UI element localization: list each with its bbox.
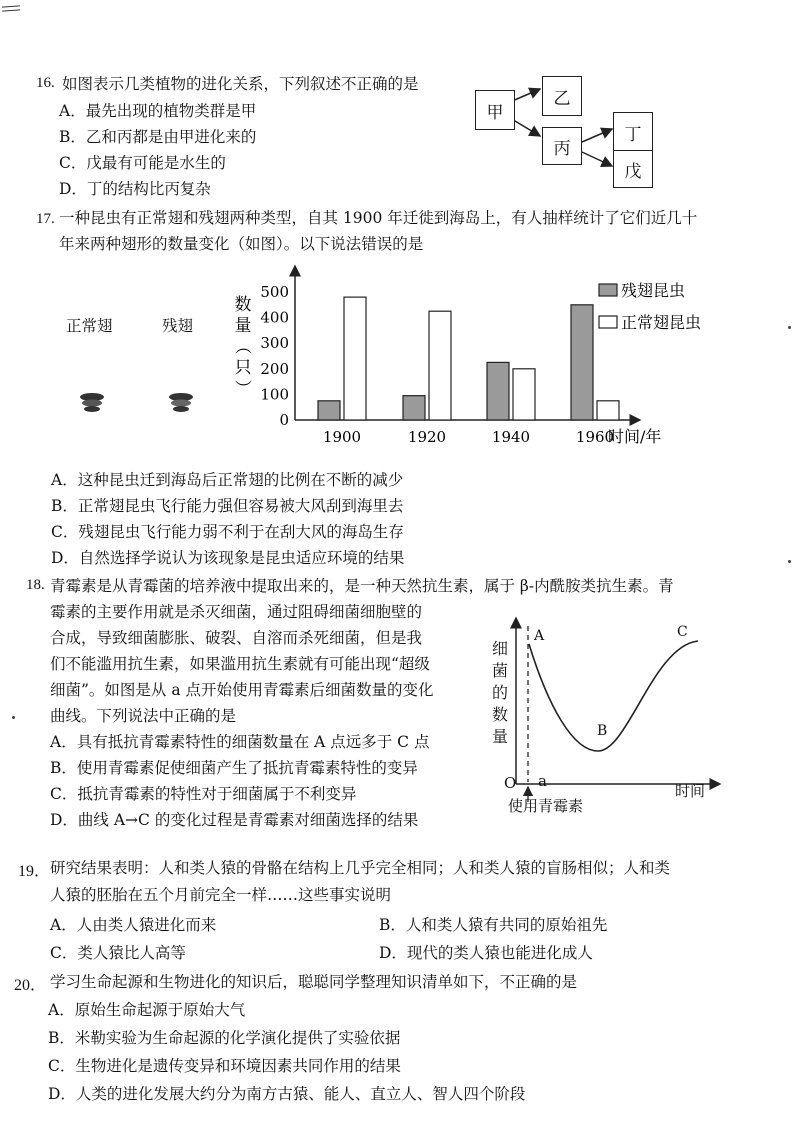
q17-option-b: B．正常翅昆虫飞行能力强但容易被大风刮到海里去 (51, 497, 404, 515)
x-axis-label: 时间 (675, 782, 706, 800)
q16-option-c: C．戊最有可能是水生的 (59, 154, 226, 172)
chart-y-tick-label: 300 (260, 334, 289, 353)
chart-y-label-char: ） (232, 379, 252, 397)
q17-option-c: C．残翅昆虫飞行能力弱不利于在刮大风的海岛生存 (51, 523, 404, 541)
q19-line1: 研究结果表明：人和类人猿的骨骼在结构上几乎完全相同；人和类人猿的盲肠相似；人和类 (50, 859, 671, 877)
q18-line-1: 青霉素是从青霉菌的培养液中提取出来的，是一种天然抗生素，属于 β-内酰胺类抗生素。青 (50, 577, 674, 595)
chart-y-label-char: （ (232, 337, 252, 355)
q16-option-a: A．最先出现的植物类群是甲 (59, 102, 257, 120)
q18-line-5: 细菌”。如图是从 a 点开始使用青霉素后细菌数量的变化 (50, 681, 434, 699)
node-yi: 乙 (542, 76, 582, 116)
q17-stem-line2: 年来两种翅形的数量变化（如图）。以下说法错误的是 (59, 235, 424, 253)
chart-y-tick-label: 500 (260, 283, 289, 301)
chart-bar-vestigial (403, 396, 425, 420)
q20-option-b: B．米勒实验为生命起源的化学演化提供了实验依据 (48, 1029, 401, 1047)
wing-label-normal: 正常翅 (66, 317, 113, 335)
q20-option-c: C．生物进化是遗传变异和环境因素共同作用的结果 (48, 1057, 401, 1075)
chart-x-tick-label: 1940 (491, 428, 531, 446)
chart-bar-normal (344, 297, 366, 420)
chart-bar-normal (429, 311, 451, 420)
chart-bar-vestigial (318, 401, 340, 420)
legend-label: 残翅昆虫 (621, 281, 686, 300)
chart-bar-vestigial (571, 305, 593, 420)
q16-stem: 如图表示几类植物的进化关系，下列叙述不正确的是 (62, 75, 419, 93)
point-a-label: A (534, 628, 545, 644)
origin-label: O (504, 774, 517, 792)
q18-line-2: 霉素的主要作用就是杀灭细菌，通过阻碍细菌细胞壁的 (50, 603, 423, 621)
q19-line2: 人猿的胚胎在五个月前完全一样……这些事实说明 (50, 886, 392, 904)
wing-label-vestigial: 残翅 (162, 317, 194, 335)
chart-x-tick-label: 1900 (322, 428, 362, 446)
q18-option-b: B．使用青霉素促使细菌产生了抵抗青霉素特性的变异 (50, 759, 418, 777)
q18-option-c: C．抵抗青霉素的特性对于细菌属于不利变异 (50, 785, 357, 803)
q16-option-b: B．乙和丙都是由甲进化来的 (59, 128, 257, 146)
chart-y-label-char: 只 (234, 358, 252, 378)
q20-option-d: D．人类的进化发展大约分为南方古猿、能人、直立人、智人四个阶段 (48, 1085, 526, 1103)
a-label: a (538, 772, 547, 790)
node-wu: 戊 (613, 150, 653, 188)
margin-dot (12, 716, 15, 719)
chart-y-tick-label: 100 (260, 385, 289, 404)
node-jia: 甲 (475, 90, 515, 130)
q18-line-6: 曲线。下列说法中正确的是 (50, 707, 237, 725)
legend-swatch (599, 284, 617, 296)
q17-option-d: D．自然选择学说认为该现象是昆虫适应环境的结果 (51, 549, 405, 567)
chart-y-tick-label: 0 (279, 411, 289, 429)
bacteria-curve (529, 641, 698, 751)
q17-number: 17. (36, 211, 55, 227)
insect-normal-wing-icon (79, 392, 105, 414)
wing-bar-chart (225, 262, 725, 448)
chart-y-label-char: 量 (234, 316, 252, 336)
margin-dot (788, 560, 791, 563)
q18-option-a: A．具有抵抗青霉素特性的细菌数量在 A 点远多于 C 点 (50, 733, 430, 751)
chart-bar-normal (597, 401, 619, 420)
chart-y-tick-label: 200 (260, 359, 289, 378)
margin-dot (788, 326, 791, 329)
legend-swatch (599, 316, 617, 328)
q17-option-a: A．这种昆虫迁到海岛后正常翅的比例在不断的减少 (51, 471, 404, 489)
arrow-bing-wu (582, 152, 612, 166)
chart-x-label: 时间/年 (608, 427, 662, 446)
q19-number: 19． (18, 863, 51, 880)
chart-y-tick-label: 400 (260, 308, 289, 327)
arrow-bing-ding (582, 129, 612, 142)
q18-number: 18. (26, 577, 45, 593)
q19-option-b: B．人和类人猿有共同的原始祖先 (379, 916, 608, 934)
q20-number: 20． (14, 977, 47, 994)
chart-bar-normal (513, 369, 535, 420)
scan-mark (2, 5, 20, 11)
point-b-label: B (597, 723, 608, 739)
q20-stem: 学习生命起源和生物进化的知识后，聪聪同学整理知识清单如下，不正确的是 (50, 973, 578, 991)
node-ding: 丁 (613, 112, 653, 152)
bacteria-graph (488, 606, 728, 818)
chart-y-label-char: 数 (234, 295, 252, 315)
q16-option-d: D．丁的结构比丙复杂 (59, 180, 211, 198)
q18-line-3: 合成，导致细菌膨胀、破裂、自溶而杀死细菌，但是我 (50, 629, 423, 647)
insect-vestigial-wing-icon (168, 392, 194, 414)
chart-bar-vestigial (487, 362, 509, 420)
q19-option-a: A．人由类人猿进化而来 (50, 916, 217, 934)
q16-number: 16. (36, 75, 55, 91)
q18-option-d: D．曲线 A→C 的变化过程是青霉素对细菌选择的结果 (50, 811, 419, 829)
q20-option-a: A．原始生命起源于原始大气 (48, 1001, 246, 1019)
q18-line-4: 们不能滥用抗生素，如果滥用抗生素就有可能出现“超级 (50, 655, 430, 673)
node-bing: 丙 (542, 127, 582, 165)
chart-x-tick-label: 1960 (575, 428, 615, 446)
q19-option-d: D．现代的类人猿也能进化成人 (379, 944, 593, 962)
q19-option-c: C．类人猿比人高等 (50, 944, 186, 962)
legend-label: 正常翅昆虫 (621, 313, 702, 332)
penicillin-caption: 使用青霉素 (508, 797, 584, 815)
point-c-label: C (677, 624, 688, 640)
chart-x-tick-label: 1920 (407, 428, 447, 446)
y-axis-label: 细菌的数量 (492, 639, 509, 746)
q17-stem-line1: 一种昆虫有正常翅和残翅两种类型，自其 1900 年迁徙到海岛上，有人抽样统计了它们近几十 (59, 209, 698, 227)
